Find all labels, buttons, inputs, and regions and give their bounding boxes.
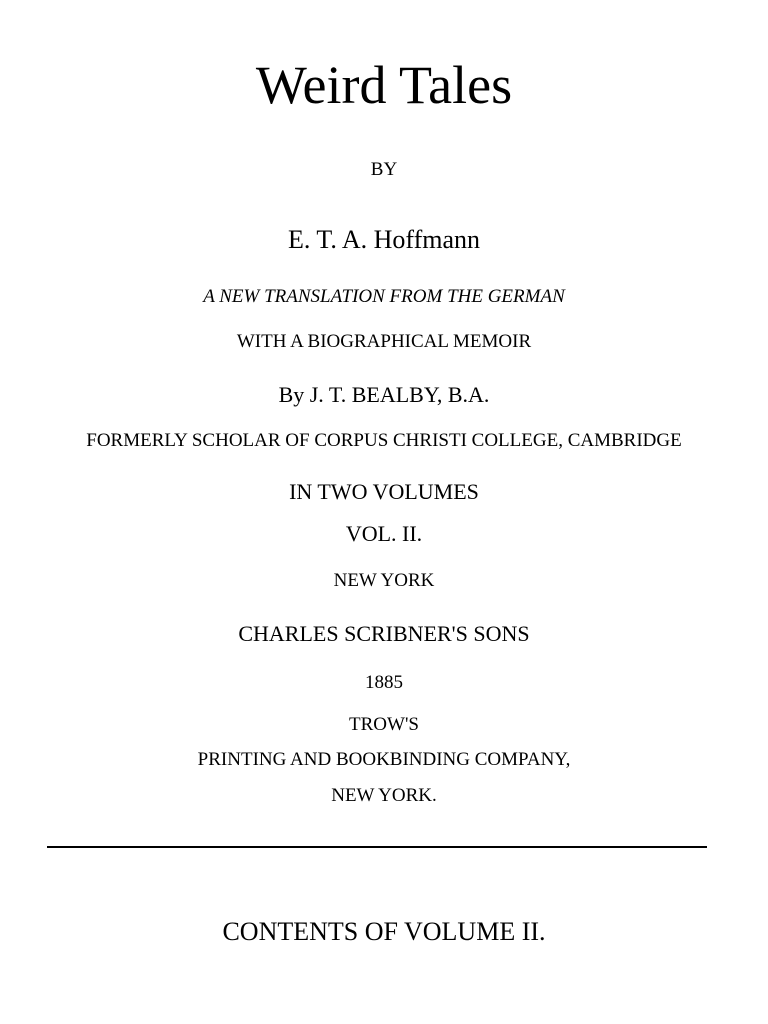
translator-name: By J. T. BEALBY, B.A. (278, 382, 490, 407)
publisher-name: CHARLES SCRIBNER'S SONS (238, 621, 530, 646)
by-label: BY (370, 159, 398, 180)
section-divider (47, 846, 707, 848)
contents-heading: CONTENTS OF VOLUME II. (222, 917, 546, 946)
book-title: Weird Tales (255, 55, 513, 115)
translation-note: A NEW TRANSLATION FROM THE GERMAN (203, 286, 565, 307)
publication-year: 1885 (365, 672, 403, 693)
printer-line-1: TROW'S (349, 714, 419, 735)
author-name: E. T. A. Hoffmann (287, 225, 481, 254)
translator-credentials: FORMERLY SCHOLAR OF CORPUS CHRISTI COLLEGE, CAMBRIDGE (86, 430, 682, 451)
printer-line-2: PRINTING AND BOOKBINDING COMPANY, (197, 749, 571, 770)
volume-number: VOL. II. (345, 521, 423, 546)
volume-count: IN TWO VOLUMES (289, 479, 479, 504)
printer-line-3: NEW YORK. (331, 785, 437, 806)
publication-place: NEW YORK (333, 570, 435, 591)
memoir-note: WITH A BIOGRAPHICAL MEMOIR (236, 331, 532, 352)
